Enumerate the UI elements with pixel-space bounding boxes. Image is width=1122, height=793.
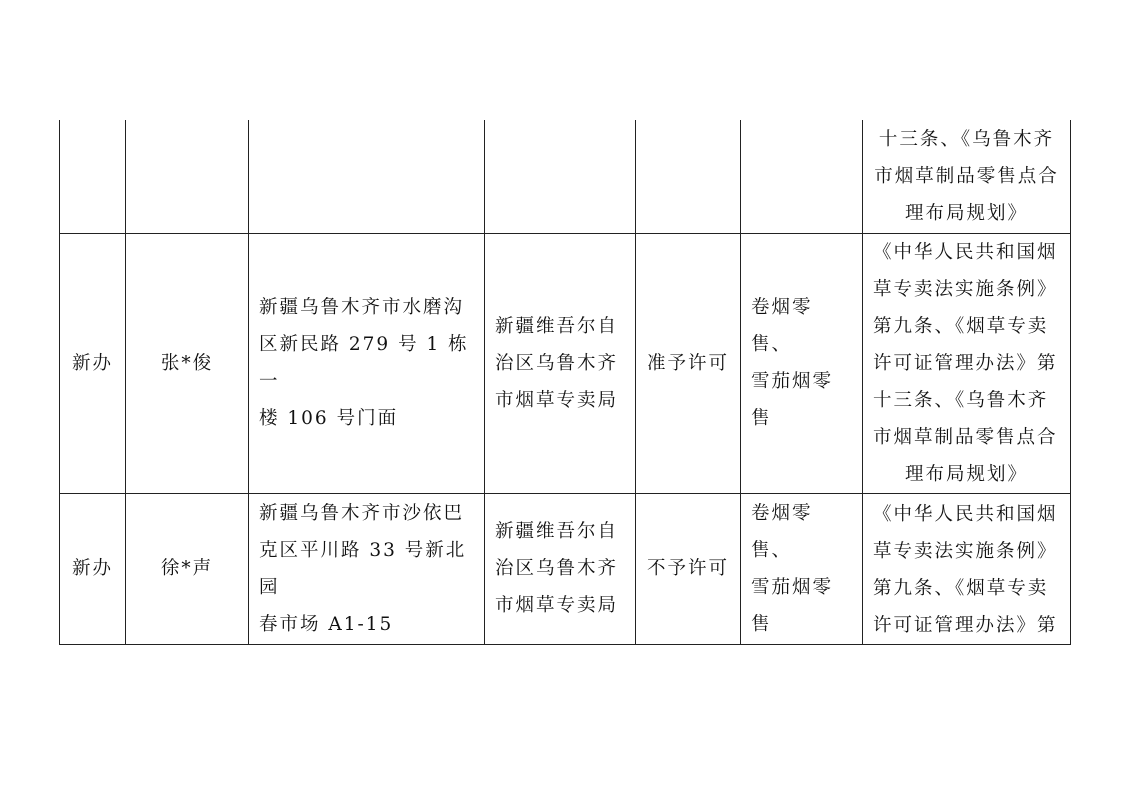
scope-line: 卷烟零售、 (751, 297, 813, 355)
basis-line: 第九条、《烟草专卖 (873, 577, 1049, 599)
authority-line: 市烟草专卖局 (495, 389, 619, 411)
scope-cell (741, 233, 863, 493)
name-cell (126, 120, 249, 233)
basis-line: 理布局规划》 (904, 463, 1028, 485)
address-line: 新疆乌鲁木齐市沙依巴 (259, 502, 465, 524)
authority-line: 新疆维吾尔自 (495, 521, 619, 542)
scope-cell (741, 493, 863, 644)
address-cell (249, 233, 485, 493)
decision-cell: 准予许可 (636, 233, 741, 493)
scope-line: 雪茄烟零售 (751, 371, 834, 429)
decision-cell (636, 120, 741, 233)
authority-line: 市烟草专卖局 (495, 595, 619, 616)
address-line: 克区平川路 33 号新北园 (259, 539, 467, 598)
basis-line: 《中华人民共和国烟 (873, 503, 1058, 525)
address-line: 楼 106 号门面 (259, 408, 399, 429)
address-cell (249, 493, 485, 644)
authority-line: 治区乌鲁木齐 (495, 352, 619, 374)
basis-line: 草专卖法实施条例》 (873, 540, 1058, 562)
scope-cell (741, 120, 863, 233)
basis-line: 第九条、《烟草专卖 (873, 315, 1049, 337)
type-cell (60, 120, 126, 233)
authority-cell (485, 493, 636, 644)
authority-cell (485, 120, 636, 233)
basis-line: 《中华人民共和国烟 (873, 241, 1058, 263)
basis-line: 许可证管理办法》第 (873, 614, 1058, 636)
basis-cell (863, 233, 1071, 493)
authority-cell (485, 233, 636, 493)
table-row (60, 493, 1071, 644)
basis-line: 十三条、《乌鲁木齐 (873, 389, 1049, 411)
authority-line: 治区乌鲁木齐 (495, 558, 619, 579)
type-cell: 新办 (60, 233, 126, 493)
type-cell: 新办 (60, 493, 126, 644)
basis-cell (863, 120, 1071, 233)
address-cell (249, 120, 485, 233)
name-cell: 张*俊 (126, 233, 249, 493)
authority-line: 新疆维吾尔自 (495, 315, 619, 337)
basis-line: 理布局规划》 (904, 202, 1028, 224)
address-line: 区新民路 279 号 1 栋一 (259, 334, 469, 392)
basis-line: 十三条、《乌鲁木齐 (878, 128, 1055, 150)
scope-line: 雪茄烟零售 (751, 576, 834, 635)
scope-line: 卷烟零售、 (751, 502, 813, 561)
basis-line: 市烟草制品零售点合 (874, 165, 1059, 187)
basis-cell (863, 493, 1071, 644)
decision-cell: 不予许可 (636, 493, 741, 644)
basis-line: 草专卖法实施条例》 (873, 278, 1058, 300)
name-cell: 徐*声 (126, 493, 249, 644)
basis-line: 市烟草制品零售点合 (873, 426, 1058, 448)
address-line: 春市场 A1-15 (259, 613, 394, 635)
table-row (60, 233, 1071, 493)
license-table (59, 120, 1071, 645)
basis-line: 许可证管理办法》第 (873, 352, 1058, 374)
table-row (60, 120, 1071, 233)
address-line: 新疆乌鲁木齐市水磨沟 (259, 297, 465, 318)
